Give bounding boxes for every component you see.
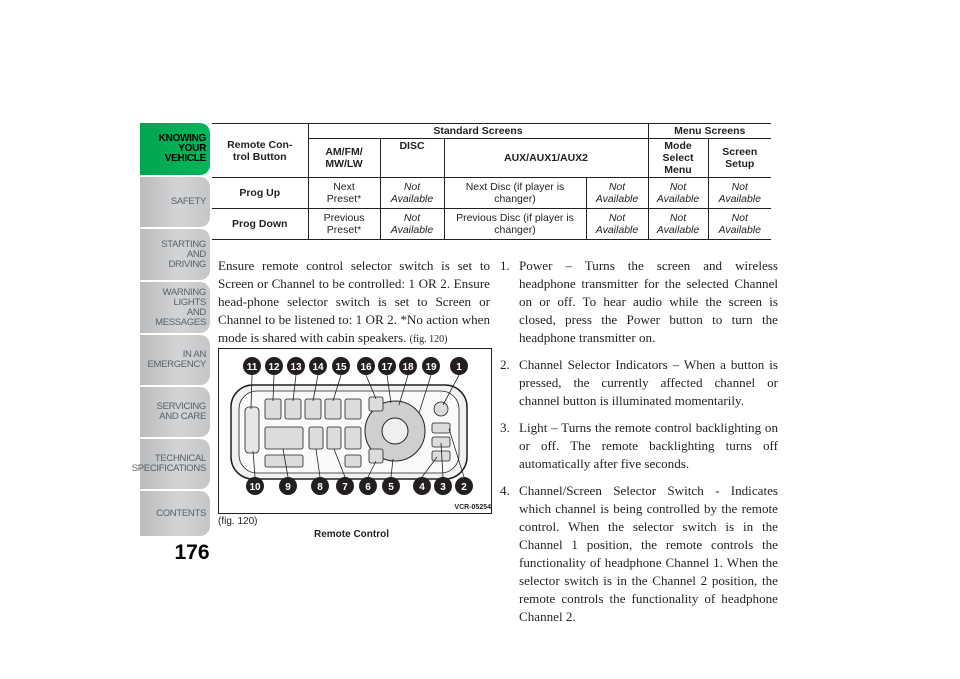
cell: Not Available (648, 209, 708, 240)
standard-screens-header: Standard Screens (308, 124, 648, 139)
callout-8: 8 (317, 482, 323, 493)
cell: Next Preset* (308, 178, 380, 209)
disc-header: DISC (380, 139, 444, 178)
aux-header: AUX/AUX1/AUX2 (444, 139, 648, 178)
list-number: 2. (500, 357, 510, 372)
figure-caption: (fig. 120) (218, 516, 258, 527)
callout-9: 9 (285, 482, 291, 493)
list-text: Channel Selector Indicators – When a button is pressed, the currently affected channel or channel button is illuminated momentarily. (519, 357, 778, 408)
callout-5: 5 (388, 482, 394, 493)
tab-contents[interactable]: CONTENTS (140, 491, 210, 536)
remote-control-figure (218, 348, 492, 514)
callout-3: 3 (440, 482, 446, 493)
list-item (500, 482, 778, 626)
list-item (500, 356, 778, 410)
list-number: 1. (500, 258, 510, 273)
remote-button-table (212, 123, 771, 240)
cell: Previous Preset* (308, 209, 380, 240)
table-row (212, 178, 771, 209)
tab-starting-and-driving[interactable]: STARTING AND DRIVING (140, 229, 210, 280)
callout-7: 7 (342, 482, 348, 493)
cell: Not Available (586, 209, 648, 240)
callout-18: 18 (402, 362, 414, 373)
cell: Not Available (586, 178, 648, 209)
cell: Not Available (648, 178, 708, 209)
callout-2: 2 (461, 482, 467, 493)
list-item (500, 257, 778, 347)
list-text: Power – Turns the screen and wireless headphone transmitter for the selected Channel on or off. To hear audio while the screen is closed, press the Power button to turn the headphone transmitter on. (519, 258, 778, 345)
callout-19: 19 (425, 362, 437, 373)
tab-safety[interactable]: SAFETY (140, 177, 210, 227)
callout-13: 13 (290, 362, 302, 373)
callout-15: 15 (335, 362, 347, 373)
list-item (500, 419, 778, 473)
callout-12: 12 (268, 362, 280, 373)
row-button-label: Prog Up (212, 178, 308, 209)
list-number: 3. (500, 420, 510, 435)
cell: Not Available (708, 209, 771, 240)
list-text: Channel/Screen Selector Switch - Indicates which channel is being controlled by the remote control. When the selector switch is in the Channel 1 position, the remote controls the functionality of headphone Channel 1. When the selector switch is in the Channel 2 position, the remote controls the functionality of headphone Channel 2. (519, 483, 778, 624)
list-text: Light – Turns the remote control backlighting on or off. The remote backlighting turns off automatically after five seconds. (519, 420, 778, 471)
mode-select-header: Mode Select Menu (648, 139, 708, 178)
cell: Previous Disc (if player is changer) (444, 209, 586, 240)
callout-1: 1 (456, 362, 462, 373)
cell: Not Available (380, 209, 444, 240)
intro-text: Ensure remote control selector switch is set to Screen or Channel to be controlled: 1 OR 2. Ensure head-phone selector switch is set to Screen or Channel to be listened to: 1 OR 2. *No action when mode is shared with cabin speakers. (218, 258, 490, 345)
cell: Not Available (708, 178, 771, 209)
table-row (212, 209, 771, 240)
list-number: 4. (500, 483, 510, 498)
callout-10: 10 (249, 482, 261, 493)
tab-servicing-and-care[interactable]: SERVICING AND CARE (140, 387, 210, 437)
callout-17: 17 (381, 362, 393, 373)
intro-paragraph (218, 257, 490, 349)
page-number: 176 (174, 541, 210, 564)
callout-6: 6 (365, 482, 371, 493)
callout-4: 4 (419, 482, 425, 493)
figure-title: Remote Control (314, 529, 389, 540)
menu-screens-header: Menu Screens (648, 124, 771, 139)
callout-16: 16 (360, 362, 372, 373)
cell: Next Disc (if player is changer) (444, 178, 586, 209)
tab-knowing-your-vehicle[interactable]: KNOWING YOUR VEHICLE (140, 123, 210, 175)
callout-14: 14 (312, 362, 324, 373)
callout-11: 11 (246, 362, 258, 373)
remote-control-illustration (219, 349, 491, 513)
tab-technical-specifications[interactable]: TECHNICAL SPECIFICATIONS (140, 439, 210, 489)
corner-header: Remote Con- trol Button (212, 124, 308, 178)
tab-in-an-emergency[interactable]: IN AN EMERGENCY (140, 335, 210, 385)
figure-reference-link[interactable]: (fig. 120) (409, 334, 448, 345)
figure-code: VCR-05254 (454, 504, 491, 511)
remote-features-list (500, 257, 778, 635)
row-button-label: Prog Down (212, 209, 308, 240)
screen-setup-header: Screen Setup (708, 139, 771, 178)
cell: Not Available (380, 178, 444, 209)
am-fm-header: AM/FM/ MW/LW (308, 139, 380, 178)
tab-warning-lights[interactable]: WARNING LIGHTS AND MESSAGES (140, 282, 210, 333)
